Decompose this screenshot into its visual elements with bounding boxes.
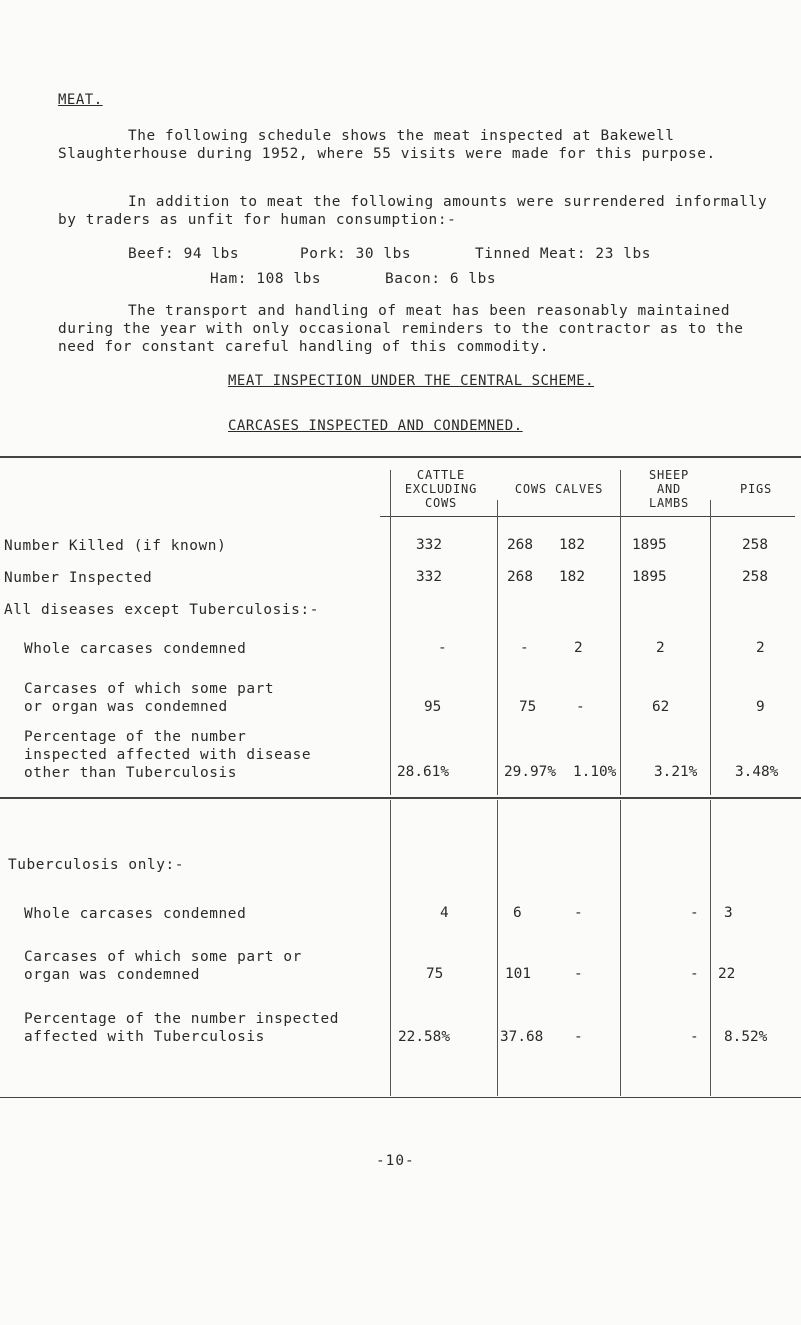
cell-tb-whole-calves: - [574, 905, 583, 921]
col-divider-2b [497, 800, 498, 1096]
cell-inspected-cattle: 332 [416, 569, 442, 585]
cell-killed-cows: 268 [507, 537, 533, 553]
cell-tb-part-sheep: - [690, 966, 699, 982]
page-heading: MEAT. [58, 92, 103, 108]
table-bottom-rule [0, 1097, 801, 1098]
col-divider-2 [497, 500, 498, 795]
col-divider-3 [620, 470, 621, 795]
row-label-tb-whole: Whole carcases condemned [24, 906, 247, 922]
cell-tb-part-pigs: 22 [718, 966, 736, 982]
col-divider-4 [710, 500, 711, 795]
cell-tb-pct-cows: 37.68 [500, 1029, 544, 1045]
col-divider-1b [390, 800, 391, 1096]
cell-part-sheep: 62 [652, 699, 670, 715]
cell-tb-part-cows: 101 [505, 966, 531, 982]
row-label-whole-condemned: Whole carcases condemned [24, 641, 247, 657]
row-label-tb-pct: Percentage of the number inspected affected with Tuberculosis [24, 1011, 339, 1045]
cell-tb-part-calves: - [574, 966, 583, 982]
amount-ham: Ham: 108 lbs [210, 271, 322, 287]
section-title: MEAT INSPECTION UNDER THE CENTRAL SCHEME. [228, 373, 595, 389]
cell-part-calves: - [576, 699, 585, 715]
cell-pct-other-calves: 1.10% [573, 764, 617, 780]
col-divider-3b [620, 800, 621, 1096]
surrendered-paragraph: In addition to meat the following amounts were surrendered informally by traders as unfit for human consumption:- [58, 194, 768, 228]
cell-killed-sheep: 1895 [632, 537, 667, 553]
amount-pork: Pork: 30 lbs [300, 246, 412, 262]
cell-pct-other-cows: 29.97% [504, 764, 556, 780]
cell-tb-whole-sheep: - [690, 905, 699, 921]
cell-inspected-sheep: 1895 [632, 569, 667, 585]
row-label-tb-only: Tuberculosis only:- [8, 857, 185, 873]
cell-inspected-pigs: 258 [742, 569, 768, 585]
cell-tb-whole-cattle: 4 [440, 905, 449, 921]
col-divider-1 [390, 470, 391, 795]
cell-whole-sheep: 2 [656, 640, 665, 656]
row-label-pct-other: Percentage of the number inspected affected with disease other than Tuberculosis [24, 729, 312, 781]
header-cattle: CATTLE EXCLUDING COWS [404, 468, 478, 510]
cell-whole-cows: - [520, 640, 529, 656]
cell-part-cows: 75 [519, 699, 537, 715]
cell-pct-other-cattle: 28.61% [397, 764, 449, 780]
row-label-all-diseases: All diseases except Tuberculosis:- [4, 602, 319, 618]
header-sheep-lambs: SHEEP AND LAMBS [648, 468, 690, 510]
section-divider-rule [0, 797, 801, 799]
amount-tinned-meat: Tinned Meat: 23 lbs [475, 246, 652, 262]
page-number: -10- [376, 1153, 415, 1169]
header-cows-calves: COWS CALVES [514, 482, 604, 496]
cell-killed-cattle: 332 [416, 537, 442, 553]
cell-inspected-calves: 182 [559, 569, 585, 585]
cell-tb-pct-sheep: - [690, 1029, 699, 1045]
amount-bacon: Bacon: 6 lbs [385, 271, 497, 287]
row-label-killed: Number Killed (if known) [4, 538, 227, 554]
cell-pct-other-sheep: 3.21% [654, 764, 698, 780]
transport-paragraph: The transport and handling of meat has been reasonably maintained during the year with only occasional reminders to the contractor as to the need for constant careful handling of this commodity. [58, 303, 744, 355]
cell-whole-calves: 2 [574, 640, 583, 656]
row-label-tb-part: Carcases of which some part or organ was condemned [24, 949, 302, 983]
cell-part-pigs: 9 [756, 699, 765, 715]
cell-tb-pct-calves: - [574, 1029, 583, 1045]
cell-pct-other-pigs: 3.48% [735, 764, 779, 780]
col-divider-4b [710, 800, 711, 1096]
cell-killed-calves: 182 [559, 537, 585, 553]
cell-tb-whole-pigs: 3 [724, 905, 733, 921]
cell-tb-part-cattle: 75 [426, 966, 444, 982]
cell-tb-pct-cattle: 22.58% [398, 1029, 450, 1045]
row-label-inspected: Number Inspected [4, 570, 153, 586]
cell-tb-pct-pigs: 8.52% [724, 1029, 768, 1045]
cell-tb-whole-cows: 6 [513, 905, 522, 921]
table-top-rule [0, 456, 801, 458]
intro-paragraph: The following schedule shows the meat inspected at Bakewell Slaughterhouse during 1952, where 55 visits were made for this purpose. [58, 128, 716, 162]
table-title: CARCASES INSPECTED AND CONDEMNED. [228, 418, 523, 434]
row-label-part-condemned: Carcases of which some part or organ was condemned [24, 681, 275, 715]
header-rule [380, 516, 795, 517]
cell-whole-pigs: 2 [756, 640, 765, 656]
cell-whole-cattle: - [438, 640, 447, 656]
cell-killed-pigs: 258 [742, 537, 768, 553]
header-pigs: PIGS [739, 482, 773, 496]
cell-part-cattle: 95 [424, 699, 442, 715]
cell-inspected-cows: 268 [507, 569, 533, 585]
amount-beef: Beef: 94 lbs [128, 246, 240, 262]
